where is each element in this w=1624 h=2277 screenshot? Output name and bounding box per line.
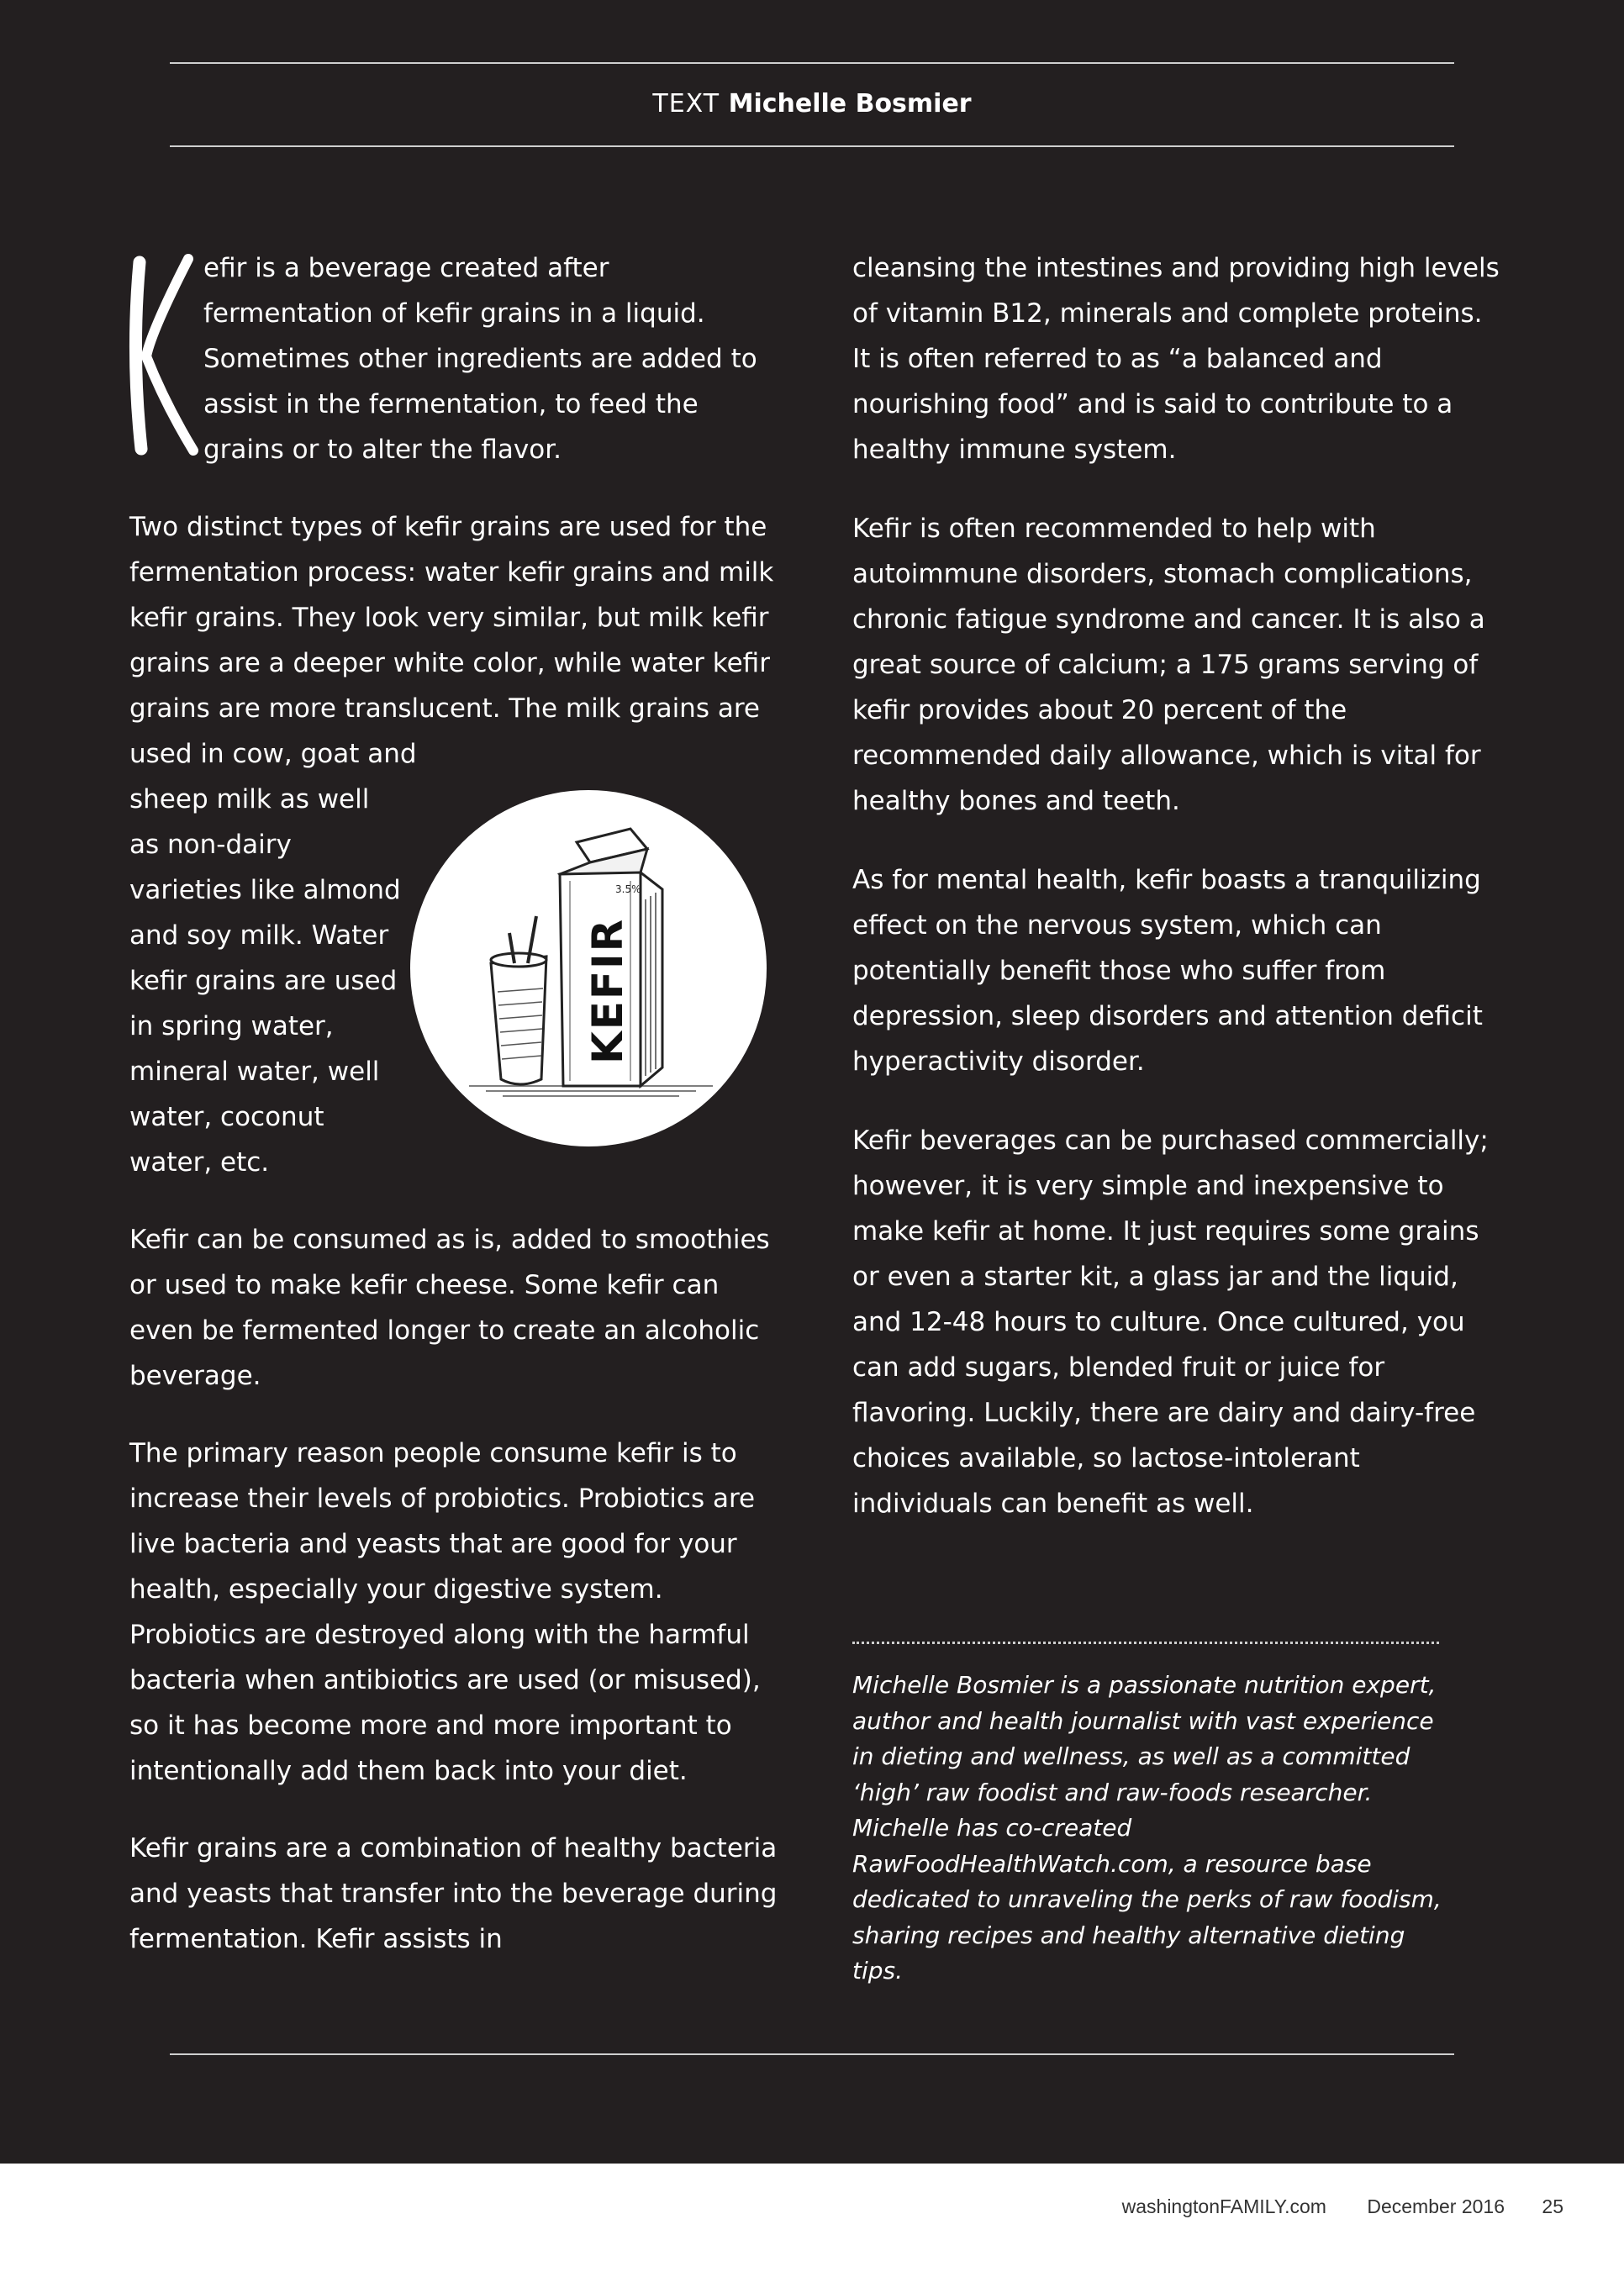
- author-bio: Michelle Bosmier is a passionate nutrition expert, author and health journalist with vast experience in dieting and wellness, as well as a committed ‘high’ raw foodist and raw-foods researcher. Michelle has co-created RawFoodHealthWatch.com, a resource base dedicated to unraveling the perks of raw foodism, sharing recipes and healthy alternative dieting tips.: [852, 1671, 1442, 1984]
- paragraph-8: As for mental health, kefir boasts a tranquilizing effect on the nervous system, which can potentially benefit those who suffer from depression, sleep disorders and attention deficit hyperactivity disorder.: [852, 865, 1483, 1077]
- paragraph-1: efir is a beverage created after fermentation of kefir grains in a liquid. Sometimes other ingredients are added to assist in the fermentation, to feed the grains or to alter the flavor.: [203, 253, 757, 465]
- kefir-carton-glass-icon: [410, 790, 767, 1146]
- paragraph-2-top: Two distinct types of kefir grains are used for the fermentation process: water kefir grains and milk kefir grains. They look very similar, but milk kefir grains are a deeper white color, while water kefir grains are more translucent. The milk grains are used in cow, goat and: [129, 512, 774, 769]
- bio-divider: [852, 1642, 1439, 1644]
- byline: [170, 89, 1454, 119]
- byline-bottom-rule: [170, 145, 1454, 147]
- byline-author: Michelle Bosmier: [728, 89, 972, 119]
- article-column-right: [852, 245, 1508, 1526]
- paragraph-3: Kefir can be consumed as is, added to smoothies or used to make kefir cheese. Some kefir can even be fermented longer to create an alcoholic beverage.: [129, 1225, 770, 1391]
- paragraph-4: The primary reason people consume kefir is to increase their levels of probiotics. Probiotics are live bacteria and yeasts that are good for your health, especially your digestive system. Probiotics are destroyed along with the harmful bacteria when antibiotics are used (or misused), so it has become more and more important to intentionally add them back into your diet.: [129, 1438, 761, 1786]
- page-number: 25: [1542, 2195, 1563, 2217]
- footer-site: washingtonFAMILY.com: [1121, 2195, 1326, 2217]
- page-footer: [1122, 2195, 1563, 2218]
- footer-date: December 2016: [1367, 2195, 1505, 2217]
- kefir-illustration: [410, 790, 767, 1146]
- paragraph-5: Kefir grains are a combination of healthy bacteria and yeasts that transfer into the beverage during fermentation. Kefir assists in: [129, 1833, 778, 1954]
- drop-cap-k: [126, 250, 202, 459]
- paragraph-6: cleansing the intestines and providing high levels of vitamin B12, minerals and complete proteins. It is often referred to as “a balanced and nourishing food” and is said to contribute to a healthy immune system.: [852, 253, 1500, 465]
- paragraph-9: Kefir beverages can be purchased commercially; however, it is very simple and inexpensive to make kefir at home. It just requires some grains or even a starter kit, a glass jar and the liquid, and 12-48 hours to culture. Once cultured, you can add sugars, blended fruit or juice for flavoring. Luckily, there are dairy and dairy-free choices available, so lactose-intolerant individuals can benefit as well.: [852, 1125, 1489, 1519]
- svg-text:3.5%: 3.5%: [615, 883, 641, 895]
- intro-paragraph: [129, 245, 785, 472]
- top-rule: [170, 62, 1454, 64]
- byline-prefix: TEXT: [652, 89, 720, 119]
- paragraph-7: Kefir is often recommended to help with autoimmune disorders, stomach complications, chronic fatigue syndrome and cancer. It is also a great source of calcium; a 175 grams serving of kefir provides about 20 percent of the recommended daily allowance, which is vital for healthy bones and teeth.: [852, 514, 1485, 816]
- bottom-rule: [170, 2053, 1454, 2055]
- paragraph-2-wrap: sheep milk as well as non-dairy varieties like almond and soy milk. Water kefir grains are used in spring water, mineral water, well water, coconut water, etc.: [129, 784, 401, 1178]
- svg-text:KEFIR: KEFIR: [583, 917, 632, 1064]
